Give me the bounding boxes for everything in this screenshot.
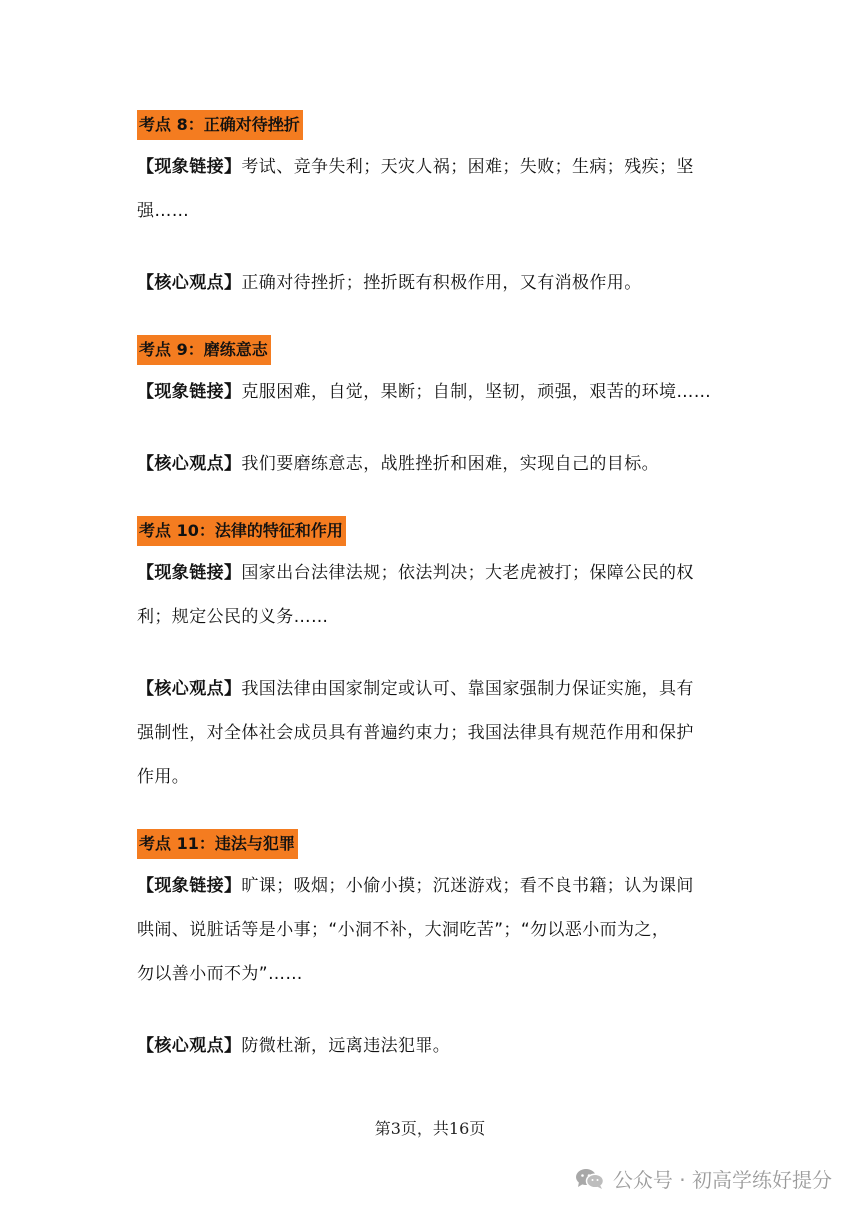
paragraph-line: 我国法律由国家制定或认可、靠国家强制力保证实施，具有 — [241, 679, 694, 699]
core-paragraph — [137, 442, 737, 486]
watermark — [575, 1164, 832, 1193]
core-paragraph — [137, 667, 737, 799]
paragraph-line: 勿以善小而不为”…… — [137, 964, 303, 984]
section-title: 考点 9：磨练意志 — [137, 335, 271, 365]
core-tag: 【核心观点】 — [137, 679, 242, 699]
paragraph-line: 正确对待挫折；挫折既有积极作用，又有消极作用。 — [241, 273, 642, 293]
core-tag: 【核心观点】 — [137, 1036, 242, 1056]
paragraph-line: 强制性，对全体社会成员具有普遍约束力；我国法律具有规范作用和保护 — [137, 723, 694, 743]
paragraph-line: 我们要磨练意志，战胜挫折和困难，实现自己的目标。 — [241, 454, 660, 474]
page-number: 第3页，共16页 — [374, 1119, 486, 1138]
paragraph-line: 考试、竞争失利；天灾人祸；困难；失败；生病；残疾；坚 — [241, 157, 694, 177]
phenomenon-paragraph — [137, 370, 737, 414]
section-10 — [137, 516, 737, 799]
document-body — [137, 110, 737, 1068]
phenomenon-paragraph — [137, 551, 737, 639]
section-9 — [137, 335, 737, 486]
section-title: 考点 11：违法与犯罪 — [137, 829, 298, 859]
phenomenon-tag: 【现象链接】 — [137, 382, 242, 402]
phenomenon-paragraph — [137, 145, 737, 233]
paragraph-line: 哄闹、说脏话等是小事；“小洞不补，大洞吃苦”；“勿以恶小而为之， — [137, 920, 670, 940]
core-tag: 【核心观点】 — [137, 454, 242, 474]
phenomenon-tag: 【现象链接】 — [137, 157, 242, 177]
section-11 — [137, 829, 737, 1068]
paragraph-line: 克服困难，自觉，果断；自制，坚韧，顽强，艰苦的环境…… — [241, 382, 712, 402]
core-tag: 【核心观点】 — [137, 273, 242, 293]
core-paragraph — [137, 1024, 737, 1068]
paragraph-line: 利；规定公民的义务…… — [137, 607, 329, 627]
watermark-text: 公众号 · 初高学练好提分 — [612, 1168, 832, 1192]
phenomenon-tag: 【现象链接】 — [137, 876, 242, 896]
phenomenon-tag: 【现象链接】 — [137, 563, 242, 583]
paragraph-line: 作用。 — [137, 767, 190, 787]
wechat-icon — [575, 1167, 605, 1191]
paragraph-line: 强…… — [137, 201, 190, 221]
section-8 — [137, 110, 737, 305]
paragraph-line: 旷课；吸烟；小偷小摸；沉迷游戏；看不良书籍；认为课间 — [241, 876, 694, 896]
section-title: 考点 10：法律的特征和作用 — [137, 516, 346, 546]
core-paragraph — [137, 261, 737, 305]
section-title: 考点 8：正确对待挫折 — [137, 110, 303, 140]
phenomenon-paragraph — [137, 864, 737, 996]
paragraph-line: 国家出台法律法规；依法判决；大老虎被打；保障公民的权 — [241, 563, 694, 583]
paragraph-line: 防微杜渐，远离违法犯罪。 — [241, 1036, 451, 1056]
